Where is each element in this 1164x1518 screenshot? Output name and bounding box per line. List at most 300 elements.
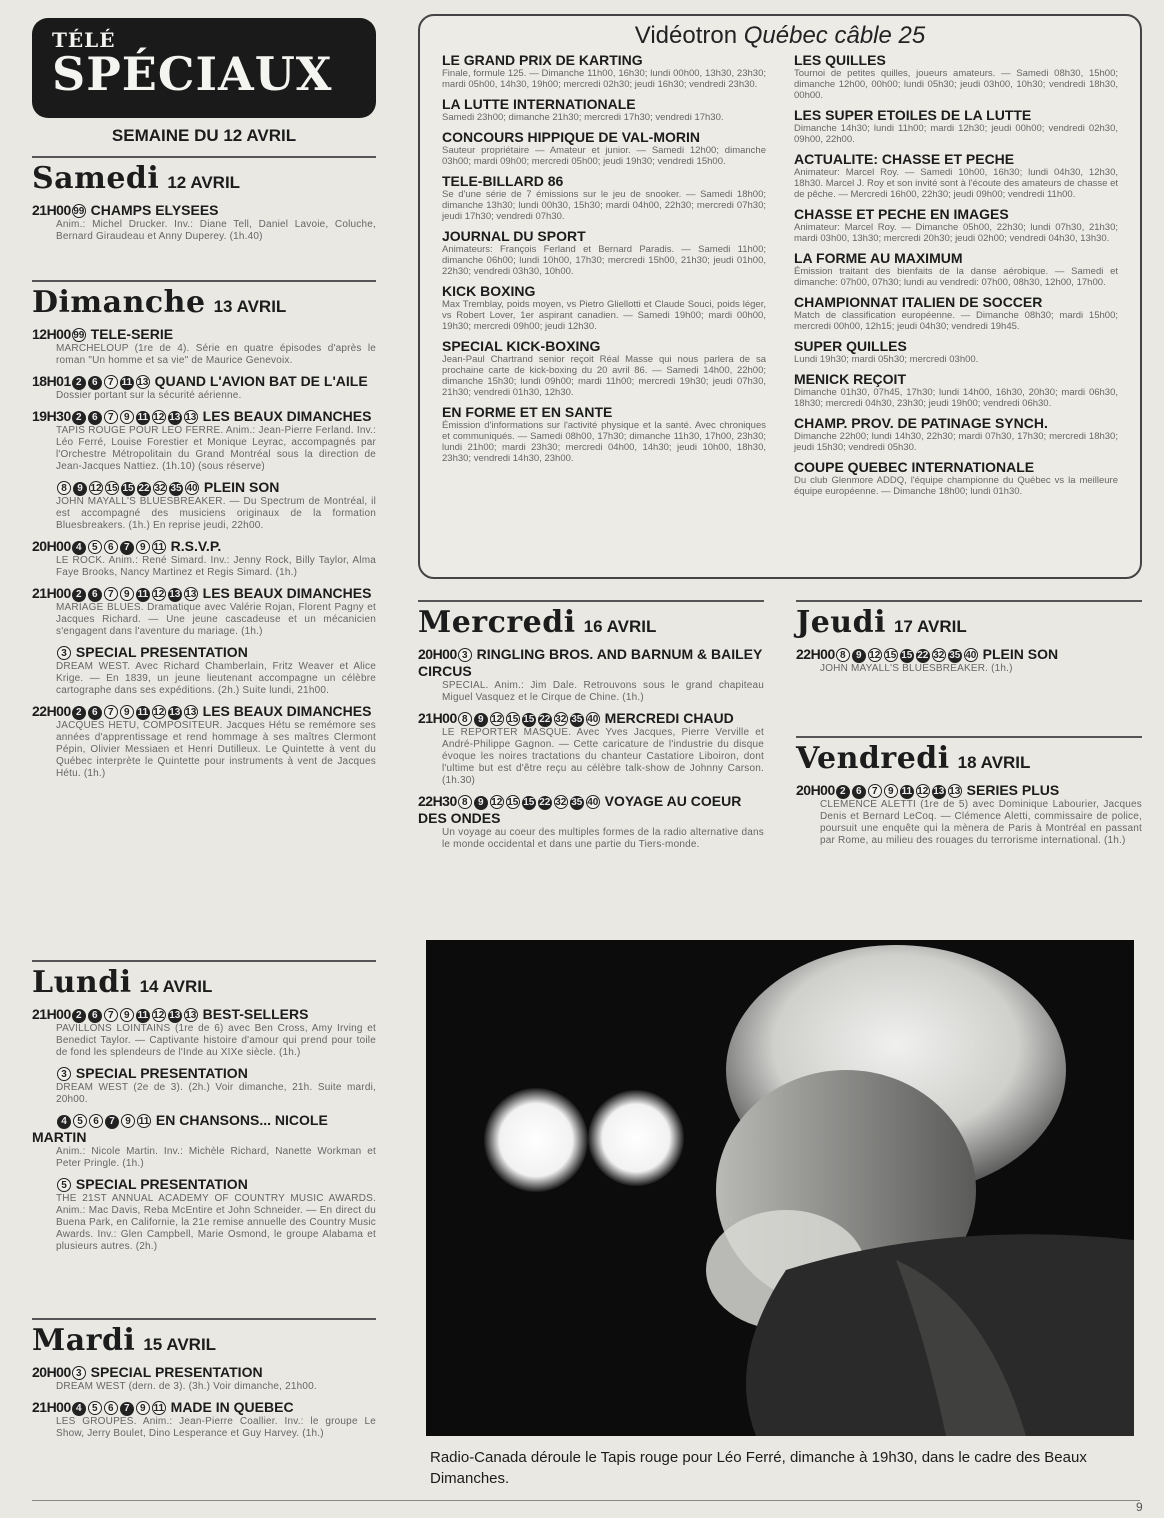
videotron-program-schedule: Animateurs: François Ferland et Bernard Paradis. — Samedi 11h00; dimanche 06h00; lundi 10h00, 17h30; mercredi 15h00, 21h30; jeudi 01h00, 22h30; vendredi 03h30, 10h00. [442,244,766,277]
channel-badge: 11 [153,542,165,553]
videotron-title [442,22,1118,50]
channel-badge: 15 [122,483,134,494]
program-heading [418,646,764,680]
program-entry [32,1065,376,1106]
day-header [418,605,764,640]
program-entry [32,1364,376,1393]
videotron-program-schedule: Lundi 19h30; mardi 05h30; mercredi 03h00. [794,354,979,365]
program-heading [32,202,376,219]
videotron-program-title: ACTUALITE: CHASSE ET PECHE [794,151,1015,167]
channel-badge: 15 [523,714,535,725]
program-entry [418,710,764,787]
channel-badge: 7 [105,1115,119,1129]
channel-badge: 15 [106,483,118,494]
channel-badge: 12 [491,714,503,725]
program-time: 21H00 [32,1006,71,1022]
program-title: EN CHANSONS... NICOLE MARTIN [32,1112,328,1145]
channel-badge: 40 [587,797,599,808]
leo-ferre-photo [426,940,1134,1436]
channel-badge: 13 [169,589,181,600]
program-description: DREAM WEST. Avec Richard Chamberlain, Fritz Weaver et Alice Krige. — En 1839, un jeune lieutenant accompagne un célèbre cartographe dans ses expéditions. (2h.) Suite lundi, 21h00. [56,661,376,696]
program-description: LES GROUPES. Anim.: Jean-Pierre Coallier. Inv.: le groupe Le Show, Jerry Boulet, Dino Lesperance et Guy Harvey. (1h.) [56,1416,376,1439]
program-title: R.S.V.P. [170,538,222,554]
program-title: PLEIN SON [203,479,280,495]
program-time: 22H00 [796,646,835,662]
program-description: THE 21ST ANNUAL ACADEMY OF COUNTRY MUSIC AWARDS. Anim.: Mac Davis, Reba McEntire et John Schneider. — En direct du Buena Park, en Californie, la 21e remise annuelle des Country Music Awards. Inv.: Glen Campbell, Marie Osmond, le groupe Alabama et plusieurs autres. (2h.) [56,1193,376,1252]
program-entry [32,326,376,367]
day-header [32,161,376,196]
program-heading [32,1399,376,1416]
videotron-program-schedule: Animateur: Marcel Roy. — Samedi 10h00, 16h30; lundi 04h30, 12h30, 18h30. Marcel J. Roy et son invité sont à l'écoute des amateurs de chasse et de pêche. — Mercredi 16h00, 22h30; jeudi 09h00; vendredi 11h00. [794,167,1118,200]
day-date: 12 AVRIL [167,173,241,192]
program-heading [796,782,1142,799]
channel-badge: 6 [88,411,102,425]
page-number: 9 [1136,1500,1143,1514]
day-header [32,1323,376,1358]
videotron-program-schedule: Finale, formule 125. — Dimanche 11h00, 16h30; lundi 00h00, 13h30, 23h30; mardi 05h00, 14h30, 19h00; mercredi 02h30; jeudi 16h30; vendredi 23h30. [442,68,766,90]
masthead [32,18,376,118]
channel-badge: 11 [153,1403,165,1414]
channel-badge: 8 [57,481,71,495]
channel-badge: 7 [868,784,882,798]
channel-badge: 11 [138,1116,150,1127]
program-description: CLEMENCE ALETTI (1re de 5) avec Dominique Labourier, Jacques Denis et Bernard LeCoq. — Clémence Aletti, commissaire de police, poursuit une enquête qui la mènera de Paris à Montréal en passant par Rome, au milieu des rouages du terrorisme international. (1h.) [820,799,1142,846]
channel-badge: 99 [73,330,85,341]
day-name: Dimanche [32,285,206,320]
channel-badge: 22 [138,483,150,494]
channel-badge: 13 [949,786,961,797]
program-entry [32,479,376,532]
day-header [32,285,376,320]
program-title: LES BEAUX DIMANCHES [202,703,372,719]
program-description: Un voyage au coeur des multiples formes de la radio alternative dans le monde occidental et dans une partie du Tiers-monde. [442,827,764,850]
program-time: 21H00 [32,585,71,601]
channel-badge: 5 [73,1114,87,1128]
program-heading [32,1065,376,1082]
videotron-program-title: LA FORME AU MAXIMUM [794,250,963,266]
channel-badge: 7 [104,410,118,424]
program-title: CHAMPS ELYSEES [90,202,219,218]
videotron-program-schedule: Émission traitant des bienfaits de la danse aérobique. — Samedi et dimanche: 07h00, 07h30; lundi au vendredi: 07h00, 08h30, 12h00, 17h00. [794,266,1118,288]
videotron-program-title: LES SUPER ETOILES DE LA LUTTE [794,107,1032,123]
channel-badge: 40 [965,650,977,661]
channel-badge: 13 [185,707,197,718]
channel-badge: 2 [72,411,86,425]
channel-badge: 5 [88,540,102,554]
program-time: 18H01 [32,373,71,389]
channel-badge: 12 [153,707,165,718]
day-samedi [32,156,376,243]
program-description: JOHN MAYALL'S BLUESBREAKER. (1h.) [820,663,1013,674]
channel-badge: 11 [901,786,913,797]
videotron-program-schedule: Du club Glenmore ADDQ, l'équipe championne du Québec vs la meilleure équipe européenne. — Dimanche 18h00; lundi 01h30. [794,475,1118,497]
day-date: 16 AVRIL [583,617,657,636]
channel-badge: 8 [458,795,472,809]
videotron-program-schedule: Dimanche 22h00; lundi 14h30, 22h30; mardi 07h30, 17h30; mercredi 18h30; jeudi 15h30; vendredi 05h30. [794,431,1118,453]
channel-badge: 32 [555,797,567,808]
day-date: 15 AVRIL [143,1335,217,1354]
program-heading [32,703,376,720]
program-entry [32,1006,376,1059]
videotron-program-title: LE GRAND PRIX DE KARTING [442,52,643,68]
channel-badge: 13 [185,1010,197,1021]
channel-badge: 9 [136,540,150,554]
program-time: 21H00 [418,710,457,726]
channel-badge: 22 [539,797,551,808]
videotron-program-title: SPECIAL KICK-BOXING [442,338,601,354]
videotron-program-schedule: Tournoi de petites quilles, joueurs amateurs. — Samedi 08h30, 15h00; dimanche 12h00, 00h00; lundi 05h30; jeudi 03h00, 10h30; vendredi 18h30, 00h00. [794,68,1118,101]
channel-badge: 40 [186,483,198,494]
program-entry [32,202,376,243]
channel-badge: 9 [120,1008,134,1022]
program-time: 22H00 [32,703,71,719]
footer-rule [32,1500,1140,1501]
videotron-program [442,404,766,464]
channel-badge: 3 [57,1067,71,1081]
day-header [32,965,376,1000]
channel-badge: 6 [852,785,866,799]
channel-badge: 15 [885,650,897,661]
program-entry [32,644,376,697]
program-description: TAPIS ROUGE POUR LEO FERRE. Anim.: Jean-Pierre Ferland. Inv.: Léo Ferré, Louise Forestier et Monique Leyrac, accompagnés par l'Orchestre Métropolitain du Grand Montréal sous la direction de Jean-Jacques Nattiez. (1h.10) (sous réserve) [56,425,376,472]
channel-badge: 12 [869,650,881,661]
channel-badge: 2 [72,706,86,720]
program-entry [32,373,376,402]
program-description: JOHN MAYALL'S BLUESBREAKER. — Du Spectrum de Montréal, il est accompagné des musiciens originaux de la formation Bluesbreakers. (1h.) En reprise jeudi, 22h00. [56,496,376,531]
videotron-program-title: CONCOURS HIPPIQUE DE VAL-MORIN [442,129,700,145]
channel-badge: 11 [137,589,149,600]
day-mercredi [418,600,764,851]
day-dimanche [32,280,376,780]
channel-badge: 2 [72,1009,86,1023]
videotron-program [442,228,766,277]
program-entry [32,1112,376,1170]
program-heading [32,479,376,496]
channel-badge: 9 [120,705,134,719]
videotron-program-schedule: Sauteur propriétaire — Amateur et junior. — Samedi 12h00; dimanche 03h00; mardi 09h00; mercredi 05h00; jeudi 19h30; vendredi 15h00. [442,145,766,167]
videotron-program-title: EN FORME ET EN SANTE [442,404,613,420]
channel-badge: 35 [571,714,583,725]
channel-badge: 4 [72,541,86,555]
channel-badge: 35 [170,483,182,494]
videotron-program-schedule: Match de classification européenne. — Dimanche 08h30; mardi 15h00; mercredi 00h00, 12h15; jeudi 04h30; vendredi 19h45. [794,310,1118,332]
videotron-program-title: JOURNAL DU SPORT [442,228,586,244]
program-entry [418,646,764,704]
day-name: Vendredi [796,741,950,776]
channel-badge: 9 [136,1401,150,1415]
channel-badge: 32 [933,650,945,661]
channel-badge: 11 [137,1010,149,1021]
program-heading [796,646,1142,663]
program-description: LE ROCK. Anim.: René Simard. Inv.: Jenny Rock, Billy Taylor, Alma Faye Brooks, Nancy Martinez et Regis Simard. (1h.) [56,555,376,578]
day-date: 13 AVRIL [213,297,287,316]
videotron-program [794,206,1118,244]
videotron-program-title: CHAMP. PROV. DE PATINAGE SYNCH. [794,415,1048,431]
channel-badge: 6 [104,540,118,554]
day-header [796,605,1142,640]
program-time: 20H00 [32,538,71,554]
channel-badge: 7 [120,541,134,555]
videotron-program [794,371,1118,409]
channel-badge: 7 [104,375,118,389]
channel-badge: 99 [73,206,85,217]
videotron-program-schedule: Jean-Paul Chartrand senior reçoit Réal Masse qui nous parlera de sa prochaine carte de kick-boxing du 20 avril 86. — Samedi 14h00, 22h00; dimanche 15h30; lundi 09h00; mardi 11h00; mercredi 19h30; jeudi 07h30, 21h30; vendredi 01h30, 12h30. [442,354,766,398]
channel-badge: 13 [169,707,181,718]
videotron-title-a: Vidéotron [634,22,738,49]
channel-badge: 22 [539,714,551,725]
program-title: SPECIAL PRESENTATION [75,1176,248,1192]
videotron-program-schedule: Max Tremblay, poids moyen, vs Pietro Gliellotti et Claude Souci, poids léger, vs Robert Lover, 1er aspirant canadien. — Samedi 19h00; mardi 00h00, 19h30; mercredi 09h00; jeudi 12h30. [442,299,766,332]
channel-badge: 13 [185,412,197,423]
photo-illustration [426,940,1134,1436]
videotron-program [794,338,1118,365]
channel-badge: 35 [571,797,583,808]
day-name: Mercredi [418,605,576,640]
program-time: 20H00 [32,1364,71,1380]
program-description: DREAM WEST (dern. de 3). (3h.) Voir dimanche, 21h00. [56,1381,317,1392]
channel-badge: 13 [185,589,197,600]
videotron-program-schedule: Samedi 23h00; dimanche 21h30; mercredi 17h30; vendredi 17h30. [442,112,724,123]
program-entry [796,646,1142,675]
videotron-program-title: LES QUILLES [794,52,886,68]
channel-badge: 4 [72,1402,86,1416]
masthead-tele: TÉLÉ [52,28,116,52]
channel-badge: 7 [104,705,118,719]
channel-badge: 15 [901,650,913,661]
program-time: 21H00 [32,1399,71,1415]
channel-badge: 12 [153,1010,165,1021]
channel-badge: 8 [836,648,850,662]
videotron-program [442,283,766,332]
videotron-program [794,294,1118,332]
videotron-program [442,173,766,222]
channel-badge: 13 [169,1010,181,1021]
videotron-title-b: Québec câble 25 [743,22,926,49]
program-title: VOYAGE AU COEUR DES ONDES [418,793,742,826]
day-jeudi [796,600,1142,675]
channel-badge: 32 [555,714,567,725]
channel-badge: 13 [933,786,945,797]
program-heading [32,373,376,390]
program-heading [32,1112,376,1146]
program-entry [418,793,764,851]
program-heading [418,710,764,727]
videotron-program-title: MENICK REÇOIT [794,371,906,387]
videotron-program [442,52,766,90]
channel-badge: 9 [120,410,134,424]
videotron-program [794,52,1118,101]
channel-badge: 35 [949,650,961,661]
channel-badge: 2 [72,376,86,390]
program-heading [32,326,376,343]
channel-badge: 2 [836,785,850,799]
program-description: JACQUES HETU, COMPOSITEUR. Jacques Hétu se remémore ses années d'apprentissage et rend hommage à ses maîtres Clermont Pépin, Olivier Messiaen et Henri Dutilleux. Le Quintette à vent du Québec interprète le Quintette pour instruments à vent de Jacques Hétu. (1h.) [56,720,376,779]
program-entry [32,408,376,473]
program-title: RINGLING BROS. AND BARNUM & BAILEY CIRCUS [418,646,763,679]
channel-badge: 9 [121,1114,135,1128]
program-description: DREAM WEST (2e de 3). (2h.) Voir dimanche, 21h. Suite mardi, 20h00. [56,1082,376,1105]
channel-badge: 13 [137,377,149,388]
channel-badge: 6 [88,706,102,720]
day-date: 14 AVRIL [139,977,213,996]
channel-badge: 3 [57,646,71,660]
program-heading [32,538,376,555]
day-date: 18 AVRIL [957,753,1031,772]
program-title: QUAND L'AVION BAT DE L'AILE [154,373,368,389]
day-name: Mardi [32,1323,136,1358]
videotron-program [794,250,1118,288]
channel-badge: 9 [73,482,87,496]
day-lundi [32,960,376,1253]
channel-badge: 12 [153,412,165,423]
videotron-program-schedule: Se d'une série de 7 émissions sur le jeu de snooker. — Samedi 18h00; dimanche 13h30; lundi 00h30, 15h30; mardi 04h00, 22h30; mercredi 07h30; jeudi 17h30; vendredi 07h30. [442,189,766,222]
program-description: MARCHELOUP (1re de 4). Série en quatre épisodes d'après le roman "Un homme et sa vie" de Maurice Genevoix. [56,343,376,366]
channel-badge: 8 [458,712,472,726]
program-title: LES BEAUX DIMANCHES [202,585,372,601]
channel-badge: 5 [88,1401,102,1415]
program-heading [32,585,376,602]
program-description: LE REPORTER MASQUE. Avec Yves Jacques, Pierre Verville et André-Philippe Gagnon. — Cette caricature de l'industrie du disque évoque les noires tractations du chanteur Castatiore Liboiron, dont l'ultime but est d'être reçu au célèbre talk-show de Johnny Carson. (1h.30) [442,727,764,786]
channel-badge: 15 [507,714,519,725]
channel-badge: 4 [57,1115,71,1129]
channel-badge: 3 [458,648,472,662]
program-heading [32,1176,376,1193]
videotron-left-column [442,52,766,503]
program-time: 22H30 [418,793,457,809]
program-title: LES BEAUX DIMANCHES [202,408,372,424]
program-title: SPECIAL PRESENTATION [75,1065,248,1081]
week-label: SEMAINE DU 12 AVRIL [111,126,297,145]
channel-badge: 32 [154,483,166,494]
channel-badge: 12 [917,786,929,797]
program-description: PAVILLONS LOINTAINS (1re de 6) avec Ben Cross, Amy Irving et Benedict Taylor. — Captivante histoire d'amour qui prend pour toile de fond les splendeurs de l'Inde au XIXe siècle. (1h.) [56,1023,376,1058]
program-title: TELE-SERIE [90,326,174,342]
stage-light-right [588,1090,684,1186]
program-entry [32,585,376,638]
stage-light-left [484,1088,588,1192]
day-name: Samedi [32,161,160,196]
program-heading [32,1364,376,1381]
program-entry [796,782,1142,847]
videotron-program [442,96,766,123]
channel-badge: 12 [90,483,102,494]
channel-badge: 13 [169,412,181,423]
program-title: SPECIAL PRESENTATION [75,644,248,660]
channel-badge: 11 [137,412,149,423]
program-time: 12H00 [32,326,71,342]
day-date: 17 AVRIL [893,617,967,636]
program-time: 20H00 [796,782,835,798]
videotron-program [794,459,1118,497]
channel-badge: 9 [120,587,134,601]
program-title: MADE IN QUEBEC [170,1399,294,1415]
program-title: PLEIN SON [982,646,1059,662]
channel-badge: 11 [137,707,149,718]
videotron-program-title: KICK BOXING [442,283,536,299]
channel-badge: 15 [507,797,519,808]
channel-badge: 9 [474,713,488,727]
day-header [796,741,1142,776]
videotron-program [794,415,1118,453]
channel-badge: 9 [884,784,898,798]
channel-badge: 6 [88,376,102,390]
channel-badge: 9 [474,796,488,810]
videotron-program [794,107,1118,145]
program-description: Anim.: Michel Drucker. Inv.: Diane Tell, Daniel Lavoie, Coluche, Bernard Giraudeau et Anny Duperey. (1h.40) [56,219,376,242]
program-description: Dossier portant sur la sécurité aérienne. [56,390,242,401]
videotron-program [442,338,766,398]
channel-badge: 15 [523,797,535,808]
videotron-program-title: TELE-BILLARD 86 [442,173,564,189]
program-heading [32,1006,376,1023]
program-entry [32,1399,376,1440]
program-title: BEST-SELLERS [202,1006,309,1022]
program-entry [32,1176,376,1253]
channel-badge: 7 [104,587,118,601]
videotron-program-schedule: Dimanche 14h30; lundi 11h00; mardi 12h30; jeudi 00h00; vendredi 02h30, 09h00, 22h00. [794,123,1118,145]
program-time: 20H00 [418,646,457,662]
channel-badge: 12 [153,589,165,600]
channel-badge: 22 [917,650,929,661]
videotron-box [418,14,1142,579]
photo-caption: Radio-Canada déroule le Tapis rouge pour Léo Ferré, dimanche à 19h30, dans le cadre des Beaux Dimanches. [430,1449,1087,1487]
channel-badge: 6 [88,588,102,602]
channel-badge: 3 [72,1366,86,1380]
program-title: SERIES PLUS [966,782,1060,798]
program-title: SPECIAL PRESENTATION [90,1364,263,1380]
channel-badge: 11 [121,377,133,388]
channel-badge: 6 [89,1114,103,1128]
program-heading [32,408,376,425]
videotron-program-title: SUPER QUILLES [794,338,907,354]
videotron-program-title: COUPE QUEBEC INTERNATIONALE [794,459,1035,475]
videotron-program-schedule: Dimanche 01h30, 07h45, 17h30; lundi 14h00, 16h30, 20h30; mardi 06h30, 18h30; mercredi 04h30, 23h30; jeudi 19h00; vendredi 06h30. [794,387,1118,409]
channel-badge: 9 [852,649,866,663]
program-time: 19H30 [32,408,71,424]
videotron-program-title: CHASSE ET PECHE EN IMAGES [794,206,1009,222]
day-vendredi [796,736,1142,847]
videotron-program-title: CHAMPIONNAT ITALIEN DE SOCCER [794,294,1043,310]
channel-badge: 7 [120,1402,134,1416]
channel-badge: 40 [587,714,599,725]
channel-badge: 7 [104,1008,118,1022]
day-name: Lundi [32,965,132,1000]
program-time: 21H00 [32,202,71,218]
program-description: MARIAGE BLUES. Dramatique avec Valérie Rojan, Florent Pagny et Jacques Richard. — Une jeune cascadeuse et un mécanicien s'engagent dans l'aventure du mariage. (1h.) [56,602,376,637]
program-heading [32,644,376,661]
channel-badge: 6 [104,1401,118,1415]
program-heading [418,793,764,827]
videotron-right-column [794,52,1118,503]
channel-badge: 2 [72,588,86,602]
day-name: Jeudi [796,605,886,640]
program-description: Anim.: Nicole Martin. Inv.: Michèle Richard, Nanette Workman et Peter Pringle. (1h.) [56,1146,376,1169]
videotron-program [794,151,1118,200]
program-title: MERCREDI CHAUD [604,710,734,726]
videotron-program-schedule: Animateur: Marcel Roy. — Dimanche 05h00, 22h30; lundi 07h30, 21h30; mardi 03h00, 13h30; mercredi 20h30; jeudi 02h00; vendredi 04h30, 13h30. [794,222,1118,244]
day-mardi [32,1318,376,1440]
program-entry [32,703,376,780]
videotron-program [442,129,766,167]
channel-badge: 12 [491,797,503,808]
masthead-speciaux: SPÉCIAUX [52,47,333,101]
channel-badge: 6 [88,1009,102,1023]
videotron-program-schedule: Émission d'informations sur l'activité physique et la santé. Avec chroniques et communiqués. — Samedi 08h00, 17h30; dimanche 11h30, 17h00, 23h30; lundi 21h00; mardi 23h30; mercredi 04h00, 14h30; jeudi 10h00, 18h30, 23h30; vendredi 14h30, 23h00. [442,420,766,464]
channel-badge: 5 [57,1178,71,1192]
program-description: SPECIAL. Anim.: Jim Dale. Retrouvons sous le grand chapiteau Miguel Vasquez et le Cirque de Chine. (1h.) [442,680,764,703]
videotron-program-title: LA LUTTE INTERNATIONALE [442,96,636,112]
program-entry [32,538,376,579]
